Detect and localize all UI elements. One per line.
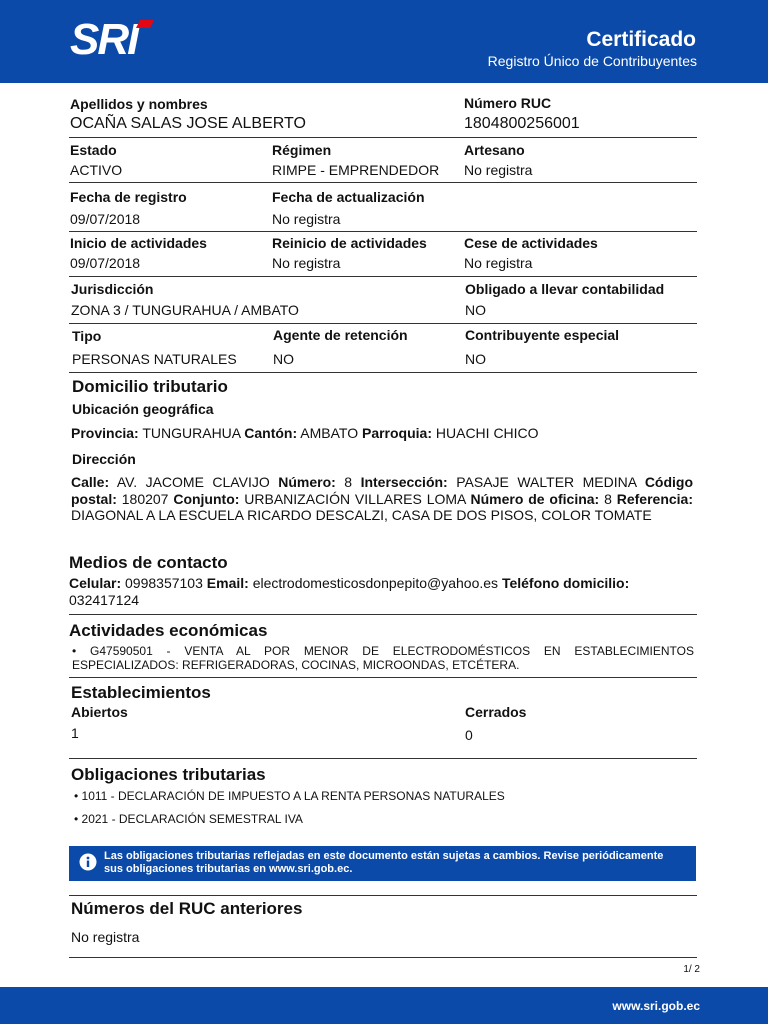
jurisdiction-value: ZONA 3 / TUNGURAHUA / AMBATO [71, 302, 299, 318]
obligation-item: • 2021 - DECLARACIÓN SEMESTRAL IVA [74, 812, 303, 826]
reference-value: DIAGONAL A LA ESCUELA RICARDO DESCALZI, CASA DE DOS PISOS, COLOR TOMATE [71, 507, 652, 523]
contact-paragraph [69, 575, 693, 608]
parish-label: Parroquia: [361, 425, 432, 441]
divider [69, 758, 697, 759]
address-paragraph [71, 474, 693, 524]
previous-ruc-value: No registra [71, 929, 140, 945]
obligations-notice [69, 846, 696, 881]
type-value: PERSONAS NATURALES [72, 351, 237, 367]
complex-label: Conjunto: [173, 490, 240, 507]
activity-item: • G47590501 - VENTA AL POR MENOR DE ELECTRODOMÉSTICOS EN ESTABLECIMIENTOS ESPECIALIZADOS: REFRIGERADORAS, COCINAS, MICROONDAS, ETCÉTERA. [72, 644, 694, 672]
registration-date-label: Fecha de registro [70, 189, 187, 205]
province-value: TUNGURAHUA [142, 425, 241, 441]
divider [69, 614, 697, 615]
domicile-title: Domicilio tributario [72, 377, 228, 396]
parish-value: HUACHI CHICO [435, 425, 539, 441]
divider [69, 182, 697, 183]
email-value: electrodomesticosdonpepito@yahoo.es [252, 575, 499, 591]
footer-bar [0, 987, 768, 1024]
restart-activities-label: Reinicio de actividades [272, 235, 427, 251]
certificate-subtitle: Registro Único de Contribuyentes [487, 53, 697, 69]
closed-establishments-label: Cerrados [465, 704, 527, 720]
number-value: 8 [344, 474, 353, 490]
withholding-label: Agente de retención [273, 327, 408, 343]
contact-title: Medios de contacto [69, 553, 228, 572]
province-label: Provincia: [71, 425, 139, 441]
office-number-label: Número de oficina: [470, 490, 600, 507]
names-value: OCAÑA SALAS JOSE ALBERTO [70, 115, 306, 132]
update-date-value: No registra [272, 211, 341, 227]
postal-code-label: Código postal: [71, 474, 694, 507]
cease-activities-label: Cese de actividades [464, 235, 598, 251]
open-establishments-label: Abiertos [71, 704, 128, 720]
artisan-value: No registra [464, 162, 533, 178]
ruc-label: Número RUC [464, 95, 552, 111]
certificate-title: Certificado [586, 28, 696, 51]
divider [69, 323, 697, 324]
office-number-value: 8 [604, 490, 612, 507]
street-label: Calle: [71, 474, 110, 490]
type-label: Tipo [72, 328, 102, 344]
update-date-label: Fecha de actualización [272, 189, 425, 205]
jurisdiction-label: Jurisdicción [71, 281, 154, 297]
divider [69, 231, 697, 232]
open-establishments-value: 1 [71, 725, 79, 741]
divider [69, 137, 697, 138]
divider [69, 957, 697, 958]
footer-website[interactable]: www.sri.gob.ec [612, 999, 700, 1013]
previous-ruc-title: Números del RUC anteriores [71, 899, 303, 918]
header-bar [0, 0, 768, 83]
names-label: Apellidos y nombres [70, 96, 208, 112]
activities-title: Actividades económicas [69, 621, 268, 640]
mobile-label: Celular: [69, 575, 122, 591]
obligations-title: Obligaciones tributarias [71, 765, 266, 784]
street-value: AV. JACOME CLAVIJO [116, 474, 270, 490]
geo-location-line [71, 425, 693, 442]
cease-activities-value: No registra [464, 255, 533, 271]
accounting-label: Obligado a llevar contabilidad [465, 281, 665, 297]
canton-label: Cantón: [244, 425, 298, 441]
regime-label: Régimen [272, 142, 332, 158]
restart-activities-value: No registra [272, 255, 341, 271]
info-icon [79, 853, 97, 871]
divider [69, 895, 697, 896]
intersection-value: PASAJE WALTER MEDINA [456, 474, 637, 490]
ruc-value: 1804800256001 [464, 115, 580, 132]
postal-code-value: 180207 [121, 490, 169, 507]
mobile-value: 0998357103 [125, 575, 203, 591]
address-label: Dirección [72, 451, 136, 467]
regime-value: RIMPE - EMPRENDEDOR [272, 162, 440, 178]
start-activities-label: Inicio de actividades [70, 235, 207, 251]
divider [69, 677, 697, 678]
accounting-value: NO [465, 302, 486, 318]
svg-text:SRI: SRI [70, 16, 138, 62]
complex-value: URBANIZACIÓN VILLARES LOMA [244, 490, 466, 507]
artisan-label: Artesano [464, 142, 525, 158]
special-taxpayer-value: NO [465, 351, 486, 367]
status-label: Estado [70, 142, 117, 158]
intersection-label: Intersección: [360, 474, 448, 490]
special-taxpayer-label: Contribuyente especial [465, 327, 620, 343]
divider [69, 276, 697, 277]
obligation-item: • 1011 - DECLARACIÓN DE IMPUESTO A LA RENTA PERSONAS NATURALES [74, 789, 505, 803]
notice-text: Las obligaciones tributarias reflejadas en este documento están sujetas a cambios. Revise periódicamente sus obligaciones tributarias en www.sri.gob.ec. [104, 850, 664, 875]
home-phone-value: 032417124 [69, 591, 140, 608]
closed-establishments-value: 0 [465, 727, 473, 743]
email-label: Email: [206, 575, 249, 591]
canton-value: AMBATO [300, 425, 359, 441]
divider [69, 372, 697, 373]
geo-location-label: Ubicación geográfica [72, 401, 214, 417]
registration-date-value: 09/07/2018 [70, 211, 141, 227]
sri-logo [70, 16, 160, 62]
number-label: Número: [278, 474, 336, 490]
page-number: 1/ 2 [683, 964, 700, 975]
reference-label: Referencia: [616, 490, 693, 507]
status-value: ACTIVO [70, 162, 123, 178]
establishments-title: Establecimientos [71, 683, 211, 702]
withholding-value: NO [273, 351, 294, 367]
home-phone-label: Teléfono domicilio: [501, 575, 630, 591]
start-activities-value: 09/07/2018 [70, 255, 141, 271]
